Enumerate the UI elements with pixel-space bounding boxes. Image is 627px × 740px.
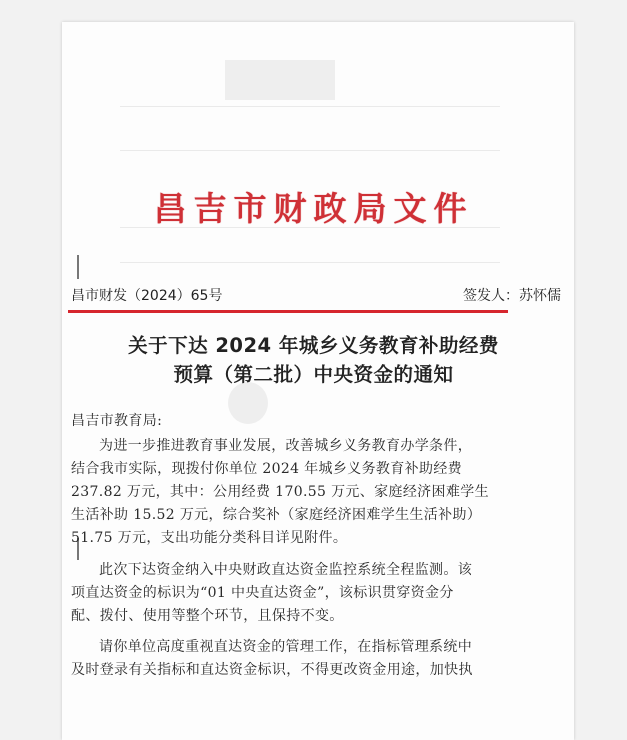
- masthead-title: 昌吉市财政局文件: [153, 189, 474, 228]
- red-divider-line: [68, 310, 508, 313]
- paragraph-line: 51.75 万元，支出功能分类科目详见附件。: [71, 530, 348, 546]
- salutation: 昌吉市教育局:: [71, 413, 163, 429]
- binding-mark-top: [77, 255, 79, 279]
- show-through-line: [120, 262, 500, 263]
- document-number: 昌市财发（2024）65号: [71, 288, 223, 304]
- paragraph-line: 为进一步推进教育事业发展，改善城乡义务教育办学条件，: [99, 438, 473, 454]
- paragraph-line: 生活补助 15.52 万元，综合奖补（家庭经济困难学生生活补助）: [71, 507, 482, 523]
- paragraph-line: 配、拨付、使用等整个环节，且保持不变。: [71, 608, 344, 624]
- paragraph-line: 及时登录有关指标和直达资金标识，不得更改资金用途，加快执: [71, 662, 473, 678]
- notice-title-line-1: 关于下达 2024 年城乡义务教育补助经费: [128, 334, 499, 357]
- paragraph-line: 项直达资金的标识为“01 中央直达资金”，该标识贯穿资金分: [71, 585, 454, 601]
- notice-title-line-2: 预算（第二批）中央资金的通知: [173, 363, 454, 386]
- paragraph-line: 结合我市实际，现拨付你单位 2024 年城乡义务教育补助经费: [71, 461, 463, 477]
- signer: 签发人：苏怀儒: [463, 288, 561, 304]
- paragraph-line: 此次下达资金纳入中央财政直达资金监控系统全程监测。该: [99, 562, 473, 578]
- paragraph-line: 请你单位高度重视直达资金的管理工作，在指标管理系统中: [99, 639, 473, 655]
- paragraph-line: 237.82 万元，其中：公用经费 170.55 万元、家庭经济困难学生: [71, 484, 489, 500]
- show-through-line: [120, 106, 500, 107]
- show-through-block: [225, 60, 335, 100]
- show-through-line: [120, 150, 500, 151]
